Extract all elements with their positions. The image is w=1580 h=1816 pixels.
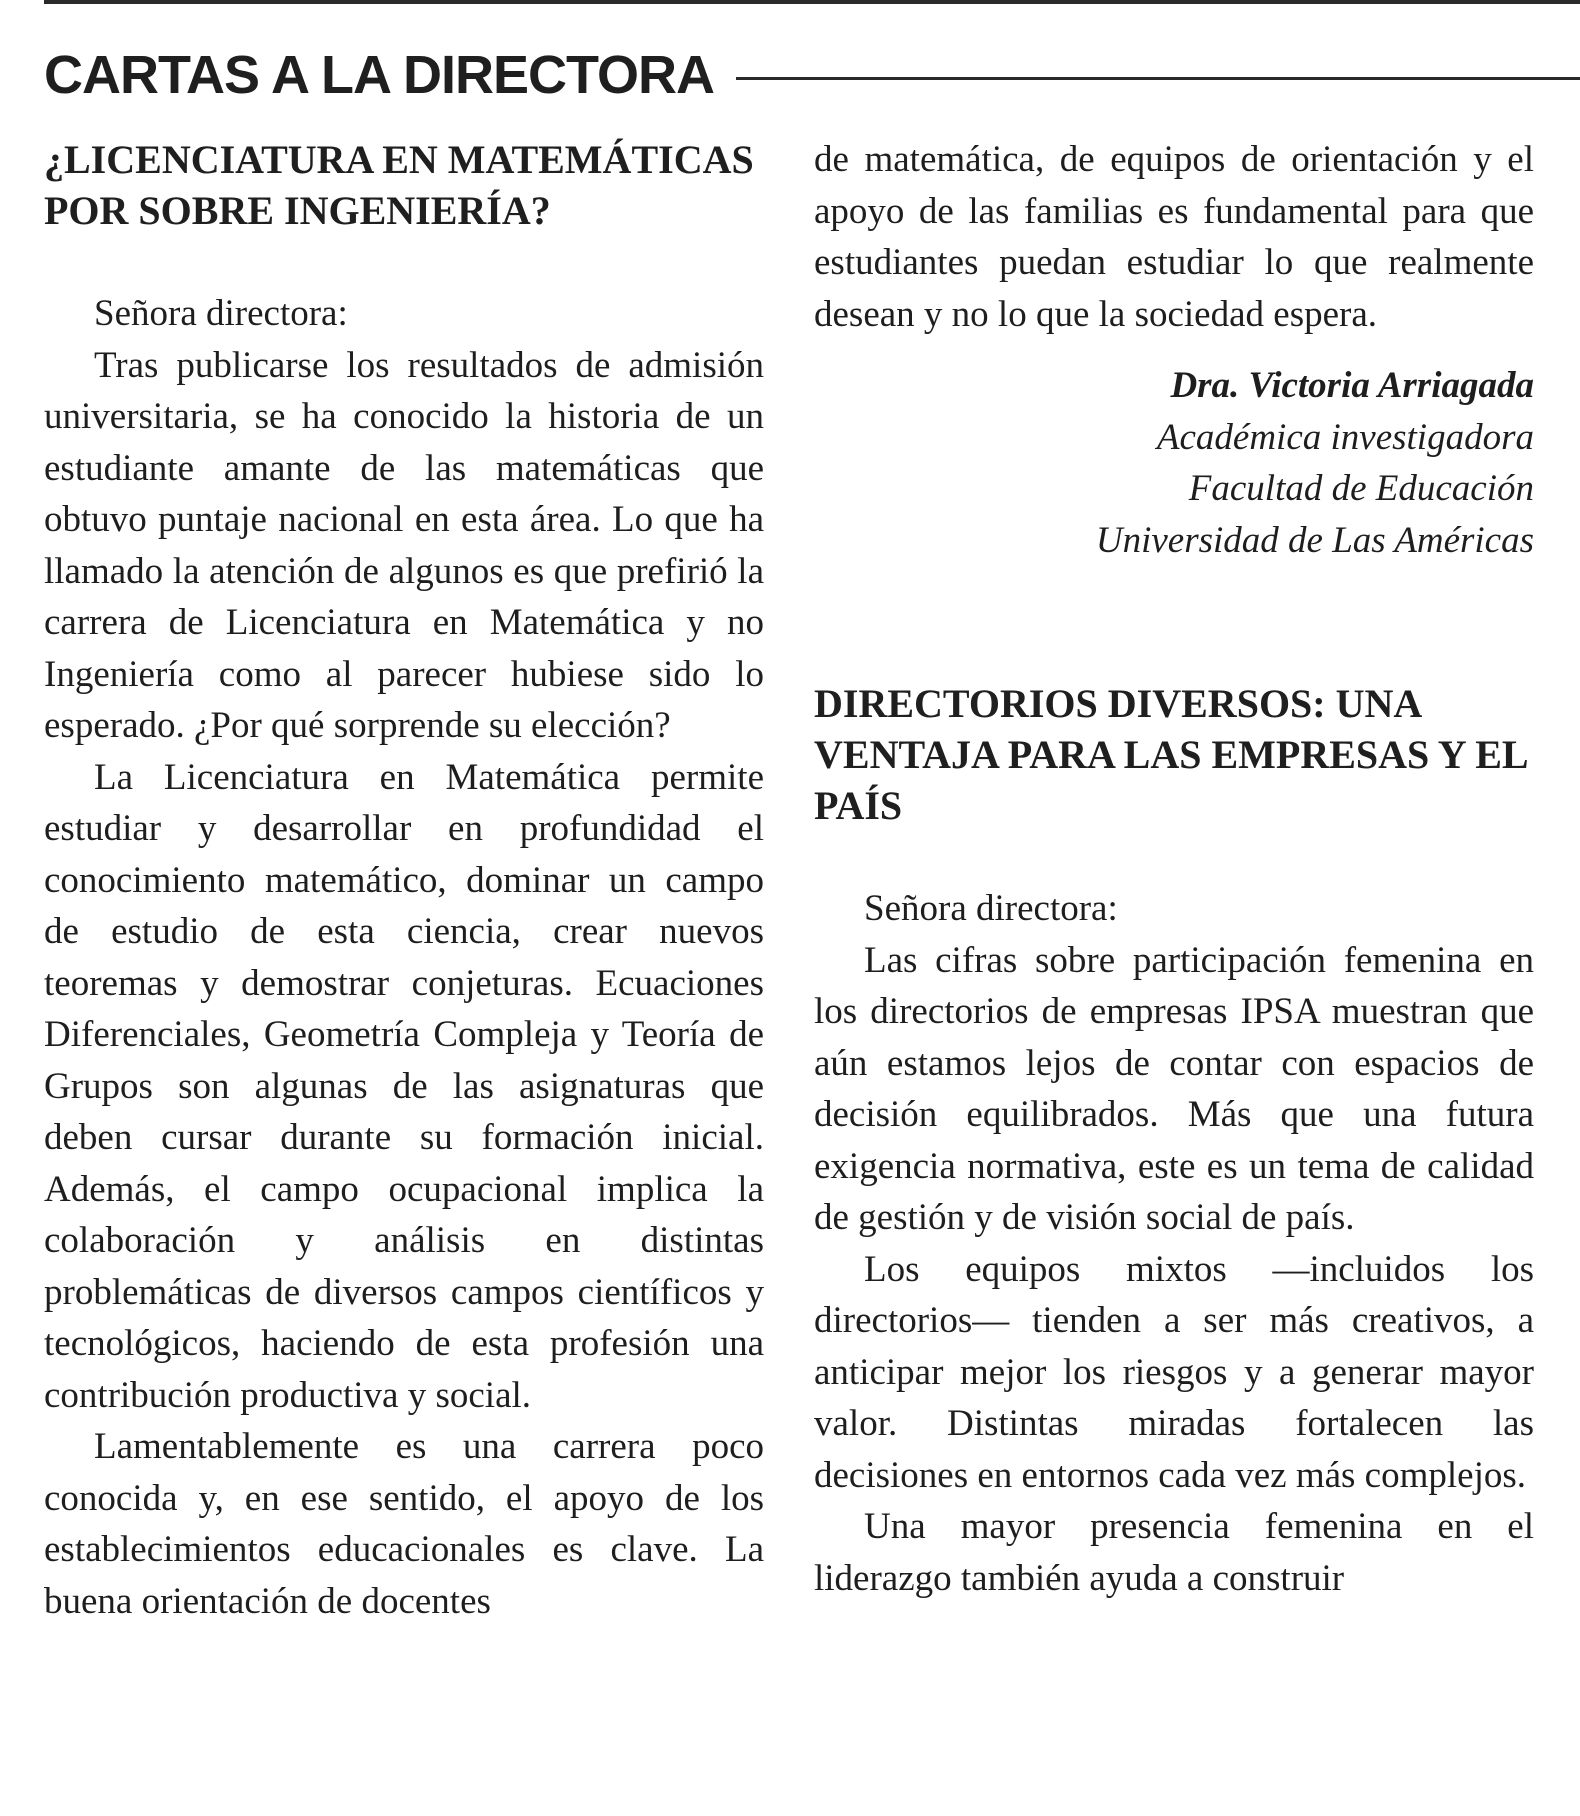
letter2-paragraph: Las cifras sobre participación femenina en los directorios de empresas IPSA muestran que aún estamos lejos de contar con espacios de decisión equilibrados. Más que una futura exigencia normativa, este es un tema de calidad de gestión y de visión social de país. <box>814 939 1534 1238</box>
letter2-headline: DIRECTORIOS DIVERSOS: UNA VENTAJA PARA LAS EMPRESAS Y EL PAÍS <box>814 681 1527 828</box>
spacer <box>814 831 1534 883</box>
signature-role: Académica investigadora <box>1156 416 1534 458</box>
spacer <box>814 340 1534 360</box>
letter2-paragraph: Los equipos mixtos —incluidos los directorios— tienden a ser más creativos, a anticipar mejor los riesgos y a generar mayor valor. Distintas miradas fortalecen las decisiones en entornos cada vez más complejos. <box>814 1248 1534 1496</box>
letter1-paragraph: Lamentablemente es una carrera poco conocida y, en ese sentido, el apoyo de los establecimientos educacionales es clave. La buena orientación de docentes <box>44 1426 764 1622</box>
signature-faculty: Facultad de Educación <box>1188 468 1534 509</box>
letter2-salutation: Señora directora: <box>864 888 1118 929</box>
spacer <box>44 236 764 288</box>
letter1-paragraph: La Licenciatura en Matemática permite estudiar y desarrollar en profundidad el conocimiento matemático, dominar un campo de estudio de esta ciencia, crear nuevos teoremas y demostrar conjeturas. Ecuaciones Diferenciales, Geometría Compleja y Teoría de Grupos son algunas de las asignaturas que deben cursar durante su formación inicial. Además, el campo ocupacional implica la colaboración y análisis en distintas problemáticas de diversos campos científicos y tecnológicos, haciendo de esta profesión una contribución productiva y social. <box>44 756 764 1416</box>
letter2-paragraph: Una mayor presencia femenina en el liderazgo también ayuda a construir <box>814 1506 1534 1599</box>
signature-name: Dra. Victoria Arriagada <box>1170 365 1534 406</box>
signature-university: Universidad de Las Américas <box>1095 519 1534 561</box>
letter1-salutation: Señora directora: <box>94 293 348 334</box>
letter1-headline: ¿LICENCIATURA EN MATEMÁTICAS POR SOBRE INGENIERÍA? <box>44 137 754 233</box>
right-column <box>814 134 1534 1604</box>
top-rule <box>44 0 1580 4</box>
left-column <box>44 134 764 1627</box>
section-title: CARTAS A LA DIRECTORA <box>44 45 714 105</box>
letter1-paragraph: Tras publicarse los resultados de admisión universitaria, se ha conocido la historia de un estudiante amante de las matemáticas que obtuvo puntaje nacional en esta área. Lo que ha llamado la atención de algunos es que prefirió la carrera de Licenciatura en Matemática y no Ingeniería como al parecer hubiese sido lo esperado. ¿Por qué sorprende su elección? <box>44 344 764 746</box>
spacer <box>814 566 1534 678</box>
section-header <box>44 36 1580 114</box>
letter1-paragraph-continued: de matemática, de equipos de orientación y el apoyo de las familias es fundamental para que estudiantes puedan estudiar lo que realmente desean y no lo que la sociedad espera. <box>814 139 1534 335</box>
section-divider <box>736 77 1580 80</box>
letter1-signature <box>814 360 1534 566</box>
